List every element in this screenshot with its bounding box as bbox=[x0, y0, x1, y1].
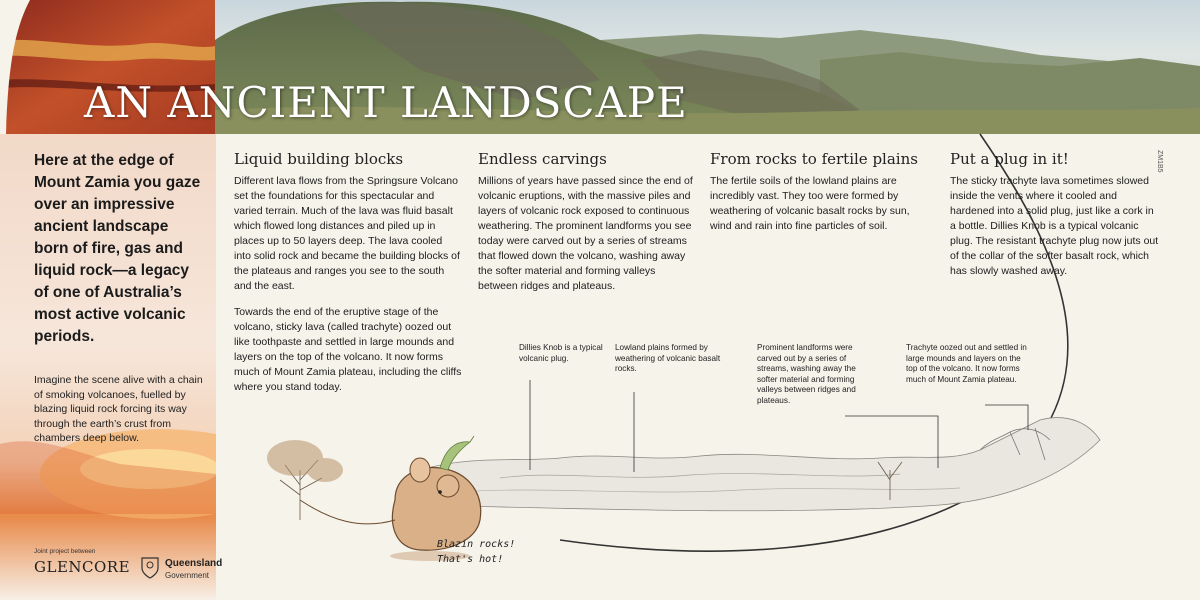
annotation-lowland-plains: Lowland plains formed by weathering of volcanic basalt rocks. bbox=[615, 343, 721, 373]
sign-code: ZM1B5 bbox=[1156, 150, 1163, 173]
mascot-speech bbox=[437, 537, 515, 567]
section-heading: Liquid building blocks bbox=[234, 150, 404, 168]
section-paragraph: Towards the end of the eruptive stage of the volcano, sticky lava (called trachyte) oozed out like toothpaste and settled in large mounds and layers on the top of the volcano. It now forms much of Mount Zamia plateau, including the cliffs where you stand today. bbox=[234, 306, 462, 393]
intro-body: Imagine the scene alive with a chain of smoking volcanoes, fuelled by blazing liquid rock forcing its way through the earth’s crust from chambers deep below. bbox=[34, 374, 203, 444]
annotation-dillies-knob: Dillies Knob is a typical volcanic plug. bbox=[519, 343, 603, 363]
page-title: AN ANCIENT LANDSCAPE bbox=[84, 78, 688, 127]
section-paragraph: Millions of years have passed since the end of volcanic eruptions, with the massive piles and layers of volcanic rock exposed to continuous weathering. The prominent landforms you see today were carved out by a series of streams that flowed down the volcano, washing away the softer material and forming valleys between ridges and plateaus. bbox=[478, 175, 693, 292]
speech-line-2: That's hot! bbox=[437, 554, 504, 565]
section-fertile-plains bbox=[710, 150, 932, 245]
glencore-logo: GLENCORE bbox=[34, 558, 131, 576]
section-liquid-building-blocks bbox=[234, 150, 462, 406]
section-plug bbox=[950, 150, 1162, 290]
section-endless-carvings bbox=[478, 150, 696, 305]
government-label: Government bbox=[165, 571, 210, 580]
intro-lead: Here at the edge of Mount Zamia you gaze over an impressive ancient landscape born of fire, gas and liquid rock—a legacy of one of Australia’s most active volcanic periods. bbox=[34, 152, 201, 345]
section-heading: Put a plug in it! bbox=[950, 150, 1069, 168]
section-paragraph: The fertile soils of the lowland plains are incredibly vast. They too were formed by weathering of volcanic basalt rocks by sun, wind and rain into fine particles of soil. bbox=[710, 175, 910, 232]
annotation-trachyte: Trachyte oozed out and settled in large mounds and layers on the top of the volcano. It now forms much of Mount Zamia plateau. bbox=[906, 343, 1027, 384]
section-paragraph: The sticky trachyte lava sometimes slowed inside the vents where it cooled and hardened into a solid plug, just like a cork in a bottle. Dillies Knob is a typical volcanic plug. The resistant trachyte plug now juts out of the collar of the softer basalt rock, which has slowly washed away. bbox=[950, 175, 1159, 277]
joint-project-label: Joint project between bbox=[34, 548, 96, 555]
speech-line-1: Blazin rocks! bbox=[437, 539, 516, 550]
section-heading: Endless carvings bbox=[478, 150, 607, 168]
section-heading: From rocks to fertile plains bbox=[710, 150, 918, 168]
annotation-prominent-landforms: Prominent landforms were carved out by a series of streams, washing away the softer material and forming valleys between ridges and plateaus. bbox=[757, 343, 856, 405]
section-paragraph: Different lava flows from the Springsure Volcano set the foundations for this spectacular and varied terrain. Much of the lava was fluid basalt which flowed long distances and piled up in places up to 50 layers deep. The lava cooled into solid rock and became the building blocks of the plateaus and ranges you see to the south and the east. bbox=[234, 175, 460, 292]
queensland-name: Queensland bbox=[165, 558, 223, 569]
